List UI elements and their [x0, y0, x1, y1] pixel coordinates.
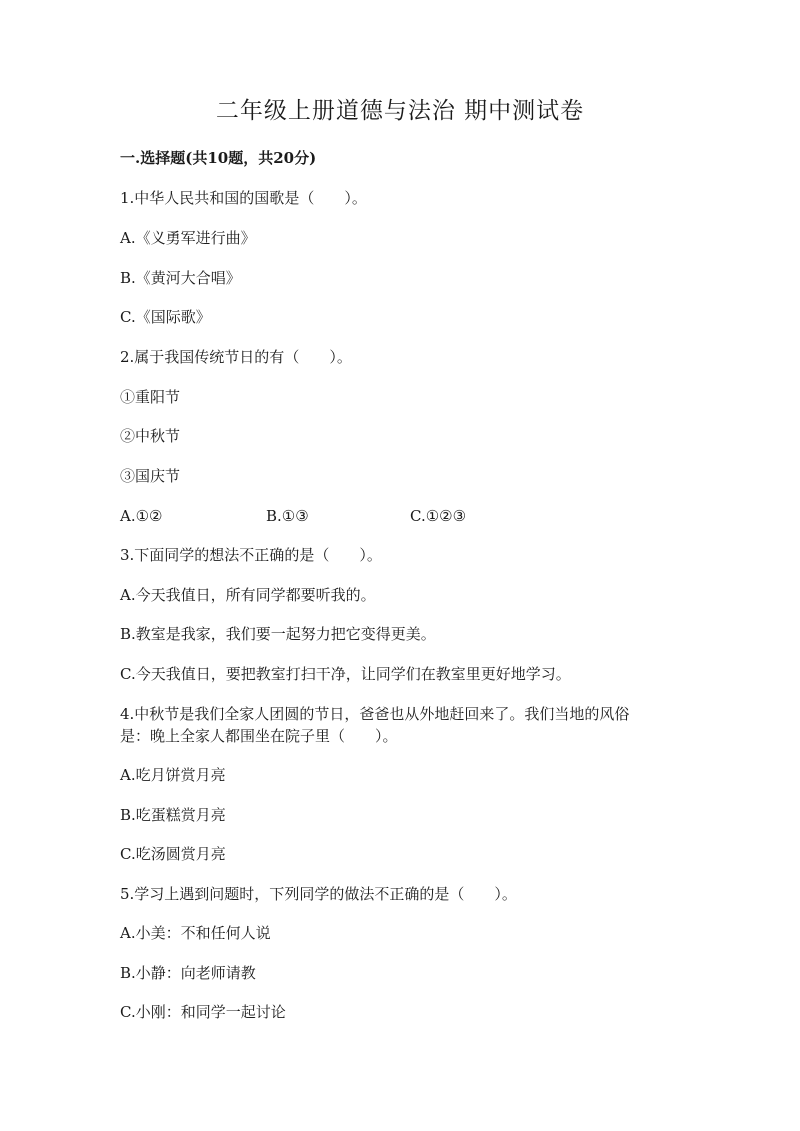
question-5-stem: 5.学习上遇到问题时，下列同学的做法不正确的是（ ）。 — [120, 885, 517, 903]
question-4-option-a: A.吃月饼赏月亮 — [120, 766, 226, 784]
question-5-option-b: B.小静：向老师请教 — [120, 964, 256, 982]
question-2-item-1: ①重阳节 — [120, 388, 181, 406]
question-1-stem: 1.中华人民共和国的国歌是（ ）。 — [120, 189, 367, 207]
question-3-option-b: B.教室是我家，我们要一起努力把它变得更美。 — [120, 625, 436, 643]
question-2-option-c: C.①②③ — [410, 507, 467, 525]
question-2-item-3: ③国庆节 — [120, 467, 181, 485]
question-1-option-b: B.《黄河大合唱》 — [120, 269, 241, 287]
question-4-option-b: B.吃蛋糕赏月亮 — [120, 806, 226, 824]
question-2-option-a: A.①② — [120, 507, 163, 525]
question-3-option-c: C.今天我值日，要把教室打扫干净，让同学们在教室里更好地学习。 — [120, 665, 571, 683]
question-1-option-a: A.《义勇军进行曲》 — [120, 229, 256, 247]
question-2-option-b: B.①③ — [266, 507, 309, 525]
question-2-item-2: ②中秋节 — [120, 427, 181, 445]
question-4-stem-line-1: 4.中秋节是我们全家人团圆的节日，爸爸也从外地赶回来了。我们当地的风俗 — [120, 705, 630, 723]
question-4-option-c: C.吃汤圆赏月亮 — [120, 845, 226, 863]
question-5-option-c: C.小刚：和同学一起讨论 — [120, 1003, 286, 1021]
question-1-option-c: C.《国际歌》 — [120, 308, 211, 326]
question-5-option-a: A.小美：不和任何人说 — [120, 924, 271, 942]
question-2-options — [120, 505, 680, 527]
section-heading: 一.选择题(共10题，共20分) — [120, 149, 317, 167]
question-2-stem: 2.属于我国传统节日的有（ ）。 — [120, 348, 352, 366]
page-title: 二年级上册道德与法治 期中测试卷 — [215, 98, 585, 124]
question-4-stem-line-2: 是：晚上全家人都围坐在院子里（ ）。 — [120, 727, 398, 745]
question-3-stem: 3.下面同学的想法不正确的是（ ）。 — [120, 546, 382, 564]
question-3-option-a: A.今天我值日，所有同学都要听我的。 — [120, 586, 376, 604]
